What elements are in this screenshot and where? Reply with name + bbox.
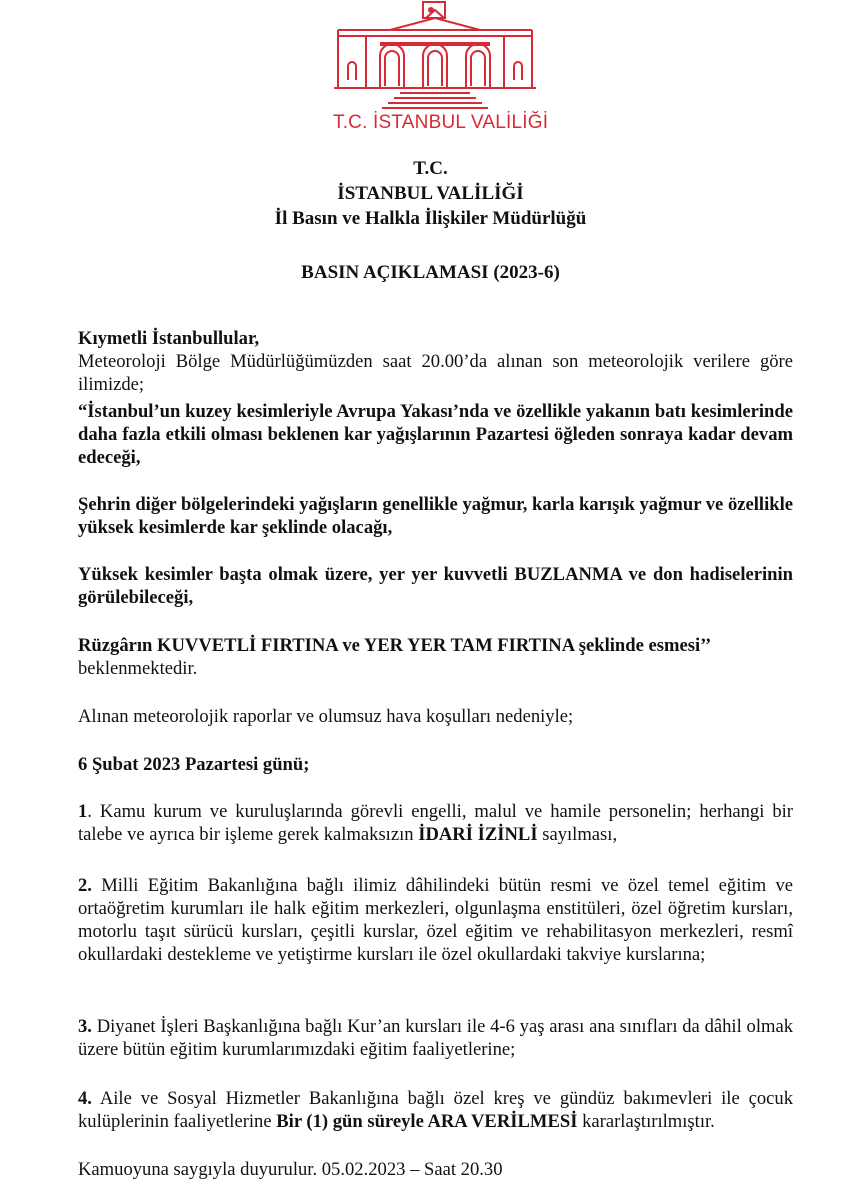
item-3-text: Diyanet İşleri Başkanlığına bağlı Kur’an kursları ile 4-6 yaş arası ana sınıfları da dâhil olmak üzere bütün eğitim kurumlarımızdaki eğitim faaliyetlerine; <box>78 1016 793 1060</box>
item-1-text: . Kamu kurum ve kuruluşlarında görevli engelli, malul ve hamile personelin; herhangi bir talebe ve ayrıca bir işleme gerek kalmaksızın <box>78 801 793 845</box>
logo-caption: T.C. İSTANBUL VALİLİĞİ <box>333 112 549 133</box>
item-4-number: 4. <box>78 1088 92 1109</box>
item-2-text: Milli Eğitim Bakanlığına bağlı ilimiz dâhilindeki bütün resmi ve özel temel eğitim ve ortaöğretim kurumları ile halk eğitim merkezleri, olgunlaşma enstitüleri, özel öğretim kursları, motorlu taşıt sürücü kursları, çeşitli kurslar, özel eğitim ve rehabilitasyon merkezleri, resmî okullardaki destekleme ve yetiştirme kursları ile özel okullardaki takviye kurslarına; <box>78 875 793 965</box>
item-4-bold: Bir (1) gün süreyle ARA VERİLMESİ <box>276 1111 578 1132</box>
forecast-expected: beklenmektedir. <box>78 658 198 679</box>
date-line: 6 Şubat 2023 Pazartesi günü; <box>78 754 310 775</box>
item-2-number: 2. <box>78 875 92 896</box>
header-governorship: İSTANBUL VALİLİĞİ <box>337 183 524 204</box>
closing-line: Kamuoyuna saygıyla duyurulur. 05.02.2023 – Saat 20.30 <box>78 1159 503 1180</box>
press-release-title: BASIN AÇIKLAMASI (2023-6) <box>301 262 560 283</box>
salutation: Kıymetli İstanbullular, <box>78 328 260 349</box>
item-1-end: sayılması, <box>537 824 618 845</box>
forecast-snow: “İstanbul’un kuzey kesimleriyle Avrupa Yakası’nda ve özellikle yakanın batı kesimlerinde daha fazla etkili olması beklenen kar yağışlarının Pazartesi öğleden sonraya kadar devam edeceği, <box>78 401 793 468</box>
reason-paragraph: Alınan meteorolojik raporlar ve olumsuz hava koşulları nedeniyle; <box>78 706 574 727</box>
header-tc: T.C. <box>413 158 448 179</box>
item-4-end: kararlaştırılmıştır. <box>577 1111 715 1132</box>
intro-paragraph: Meteoroloji Bölge Müdürlüğümüzden saat 20.00’da alınan son meteorolojik verilere göre ilimizde; <box>78 351 793 395</box>
governorship-building-icon <box>330 0 540 112</box>
forecast-icing: Yüksek kesimler başta olmak üzere, yer yer kuvvetli BUZLANMA ve don hadiselerinin görülebileceği, <box>78 564 793 608</box>
forecast-rain: Şehrin diğer bölgelerindeki yağışların genellikle yağmur, karla karışık yağmur ve özellikle yüksek kesimlerde kar şeklinde olacağı, <box>78 494 794 538</box>
item-3 <box>78 1015 793 1061</box>
item-1-number: 1 <box>78 801 88 822</box>
item-1 <box>78 800 793 846</box>
forecast-wind: Rüzgârın KUVVETLİ FIRTINA ve YER YER TAM FIRTINA şeklinde esmesi’’ <box>78 635 712 656</box>
item-3-number: 3. <box>78 1016 92 1037</box>
item-1-bold: İDARİ İZİNLİ <box>418 824 538 845</box>
header-department: İl Basın ve Halkla İlişkiler Müdürlüğü <box>274 208 587 229</box>
item-2 <box>78 874 793 966</box>
item-4-text: Aile ve Sosyal Hizmetler Bakanlığına bağlı özel kreş ve gündüz bakımevleri ile çocuk kulüplerinin faaliyetlerine <box>78 1088 793 1132</box>
item-4 <box>78 1087 793 1133</box>
